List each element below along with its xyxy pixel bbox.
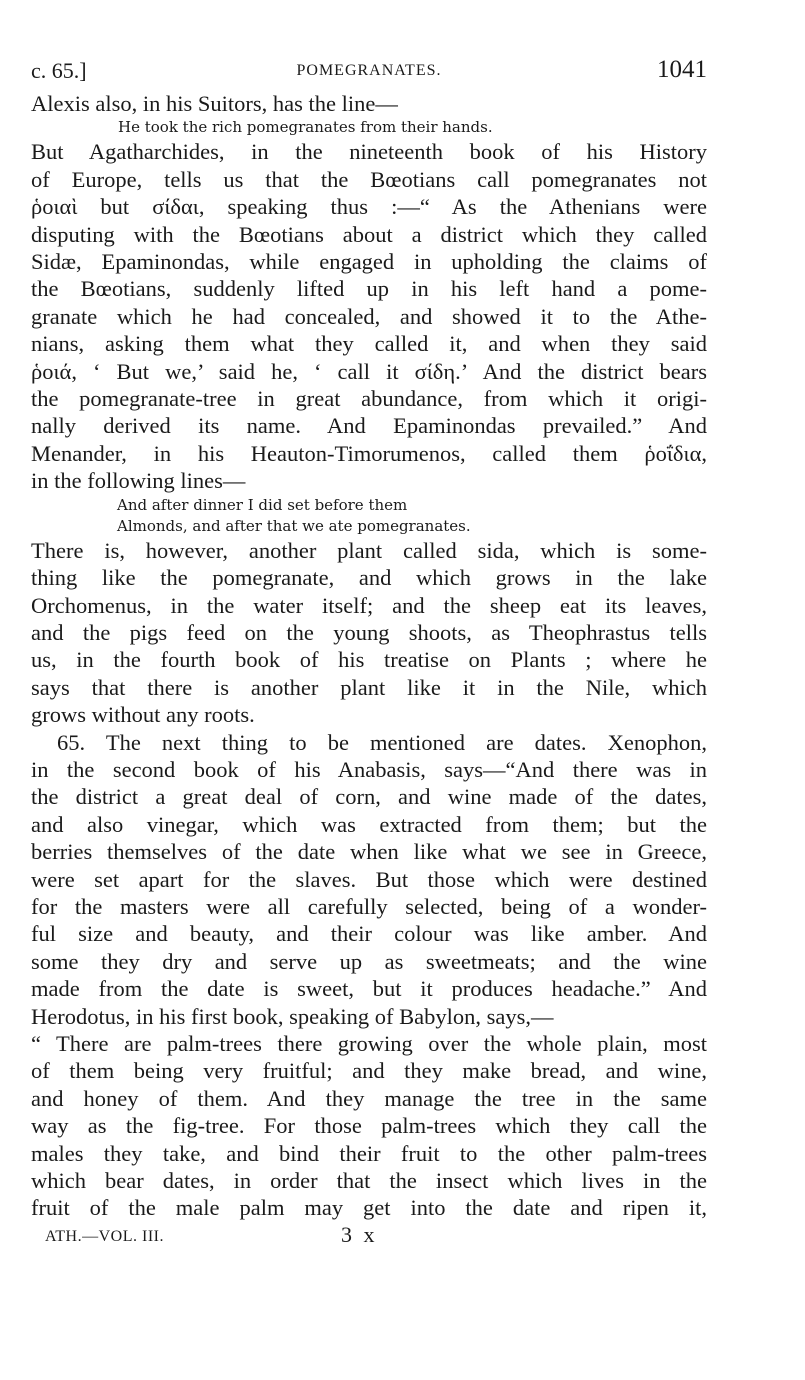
page-footer	[31, 1222, 707, 1252]
text-line: and also vinegar, which was extracted from them; but the	[31, 811, 707, 837]
page-number: 1041	[657, 56, 707, 83]
text-line: disputing with the Bœotians about a district which they called	[31, 221, 707, 247]
text-line: Herodotus, in his first book, speaking of Babylon, says,—	[31, 1003, 554, 1029]
verse-quote-menander	[31, 495, 707, 537]
text-line: way as the fig-tree. For those palm-trees which they call the	[31, 1113, 707, 1139]
text-line: ῥοιαὶ but σίδαι, speaking thus :—“ As the Athenians were	[31, 194, 707, 220]
text-line: Menander, in his Heauton-Timorumenos, called them ῥοΐδια,	[31, 440, 707, 466]
text-line: Orchomenus, in the water itself; and the sheep eat its leaves,	[31, 592, 707, 618]
text-line: thing like the pomegranate, and which grows in the lake	[31, 565, 707, 591]
text-line: nians, asking them what they called it, and when they said	[31, 331, 707, 357]
text-line: of them being very fruitful; and they make bread, and wine,	[31, 1058, 707, 1084]
paragraph-sida	[31, 537, 707, 729]
text-line: which bear dates, in order that the insect which lives in the	[31, 1168, 707, 1194]
text-line: some they dry and serve up as sweetmeats; and the wine	[31, 948, 707, 974]
signature-line: ATH.—VOL. III.	[45, 1227, 164, 1245]
text-line: says that there is another plant like it in the Nile, which	[31, 674, 707, 700]
paragraph-dates	[31, 729, 707, 1222]
text-line: There is, however, another plant called sida, which is some-	[31, 537, 707, 563]
text-line: in the second book of his Anabasis, says—“And there was in	[31, 756, 707, 782]
running-header	[31, 58, 707, 90]
text-line: males they take, and bind their fruit to the other palm-trees	[31, 1140, 707, 1166]
text-line: made from the date is sweet, but it produces headache.” And	[31, 976, 707, 1002]
text-line: ful size and beauty, and their colour was like amber. And	[31, 921, 707, 947]
sheet-mark: 3 x	[341, 1221, 378, 1247]
text-line: fruit of the male palm may get into the date and ripen it,	[31, 1195, 707, 1221]
text-line: But Agatharchides, in the nineteenth book of his History	[31, 139, 707, 165]
text-line: Sidæ, Epaminondas, while engaged in upholding the claims of	[31, 249, 707, 275]
text-line: us, in the fourth book of his treatise on Plants ; where he	[31, 647, 707, 673]
chapter-reference: c. 65.]	[31, 58, 87, 83]
text-line: of Europe, tells us that the Bœotians call pomegranates not	[31, 166, 707, 192]
text-line: Alexis also, in his Suitors, has the line—	[31, 91, 398, 116]
text-line: grows without any roots.	[31, 702, 255, 728]
text-line: for the masters were all carefully selected, being of a wonder-	[31, 893, 707, 919]
text-line: “ There are palm-trees there growing over the whole plain, most	[31, 1031, 707, 1056]
text-line: ῥοιά, ‘ But we,’ said he, ‘ call it σίδη.’ And the district bears	[31, 358, 707, 384]
text-line: the Bœotians, suddenly lifted up in his left hand a pome-	[31, 276, 707, 302]
verse-line: And after dinner I did set before them	[117, 495, 408, 514]
verse-line: Almonds, and after that we ate pomegranates.	[117, 516, 471, 535]
text-line: granate which he had concealed, and showed it to the Athe-	[31, 303, 707, 329]
text-line: the district a great deal of corn, and wine made of the dates,	[31, 784, 707, 810]
intro-text	[31, 90, 707, 117]
verse-line: He took the rich pomegranates from their hands.	[118, 118, 493, 137]
text-line: nally derived its name. And Epaminondas prevailed.” And	[31, 413, 707, 439]
running-title: POMEGRANATES.	[296, 62, 442, 79]
text-line: and the pigs feed on the young shoots, as Theophrastus tells	[31, 619, 707, 645]
verse-quote-alexis	[31, 117, 707, 138]
text-line: and honey of them. And they manage the tree in the same	[31, 1085, 707, 1111]
text-line: in the following lines—	[31, 468, 246, 494]
text-line: were set apart for the slaves. But those which were destined	[31, 866, 707, 892]
paragraph-agatharchides	[31, 138, 707, 494]
text-line: the pomegranate-tree in great abundance, from which it origi-	[31, 386, 707, 412]
text-line: 65. The next thing to be mentioned are dates. Xenophon,	[57, 729, 707, 755]
text-line: berries themselves of the date when like what we see in Greece,	[31, 839, 707, 865]
book-page	[31, 58, 707, 1252]
